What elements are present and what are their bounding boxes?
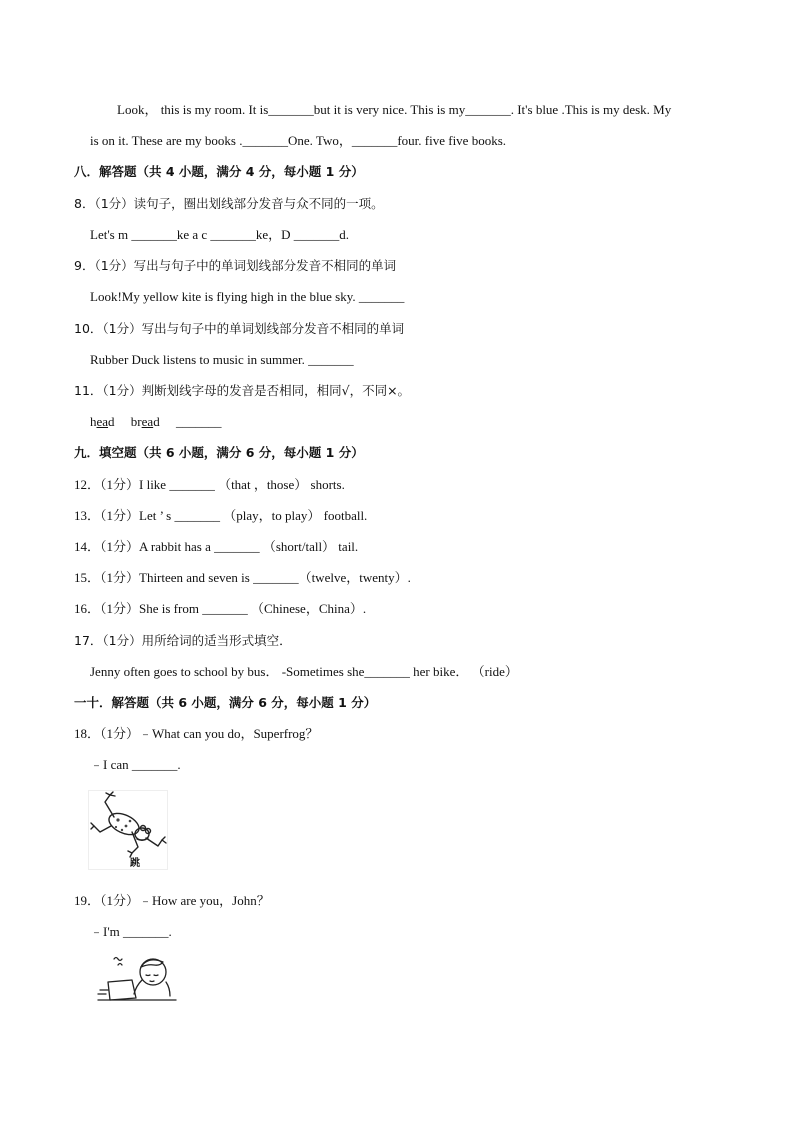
section-10-title: 一十．解答题（共 6 小题，满分 6 分，每小题 1 分） xyxy=(74,695,377,710)
q8-content: Let's m _______ke a c _______ke，D _______d. xyxy=(90,227,350,242)
q16-text: 16．（1分）She is from _______ （Chinese，China）. xyxy=(74,601,367,616)
passage-line-2: is on it. These are my books ._______One. Two，_______four. five five books. xyxy=(90,133,507,148)
q14-text: 14．（1分）A rabbit has a _______ （short/tall） tail. xyxy=(74,539,359,554)
q10-stem: 10．（1分）写出与句子中的单词划线部分发音不相同的单词 xyxy=(74,321,405,336)
section-8-title: 八．解答题（共 4 小题，满分 4 分，每小题 1 分） xyxy=(74,164,364,179)
q13-text: 13．（1分）Let ’ s _______ （play，to play） football. xyxy=(74,508,368,523)
q17-stem: 17．（1分）用所给词的适当形式填空． xyxy=(74,633,292,648)
q19-stem: 19．（1分）﹣How are you，John？ xyxy=(74,893,270,908)
tired-boy-icon xyxy=(88,950,178,1006)
q8-stem: 8．（1分）读句子，圈出划线部分发音与众不同的一项。 xyxy=(74,196,384,211)
q17-content: Jenny often goes to school by bus． -Sometimes she_______ her bike． （ride） xyxy=(90,664,518,679)
q10-content: Rubber Duck listens to music in summer. _______ xyxy=(90,352,354,367)
q11-content xyxy=(90,413,221,431)
q11-stem: 11．（1分）判断划线字母的发音是否相同，相同√，不同×。 xyxy=(74,383,411,398)
tired-boy-image xyxy=(88,950,178,1006)
q9-content: Look!My yellow kite is flying high in the blue sky. _______ xyxy=(90,289,405,304)
q12-text: 12．（1分）I like _______ （that ，those） shorts. xyxy=(74,477,345,492)
q19-answer: ﹣I'm _______. xyxy=(90,924,172,939)
passage-line-1: Look， this is my room. It is_______but it is very nice. This is my_______. It's blue .This is my desk. My xyxy=(117,102,672,117)
q9-stem: 9．（1分）写出与句子中的单词划线部分发音不相同的单词 xyxy=(74,258,397,273)
q15-text: 15．（1分）Thirteen and seven is _______（twelve，twenty）. xyxy=(74,570,411,585)
word-head: head xyxy=(90,414,115,429)
q11-blank: _______ xyxy=(175,414,222,429)
section-9-title: 九．填空题（共 6 小题，满分 6 分，每小题 1 分） xyxy=(74,445,364,460)
q18-answer: ﹣I can _______. xyxy=(90,757,181,772)
frog-icon xyxy=(88,790,168,870)
frog-caption: 跳 xyxy=(130,858,140,869)
word-bread: bread xyxy=(130,414,160,429)
q18-stem: 18．（1分）﹣What can you do，Superfrog？ xyxy=(74,726,319,741)
jumping-frog-image xyxy=(88,790,168,870)
